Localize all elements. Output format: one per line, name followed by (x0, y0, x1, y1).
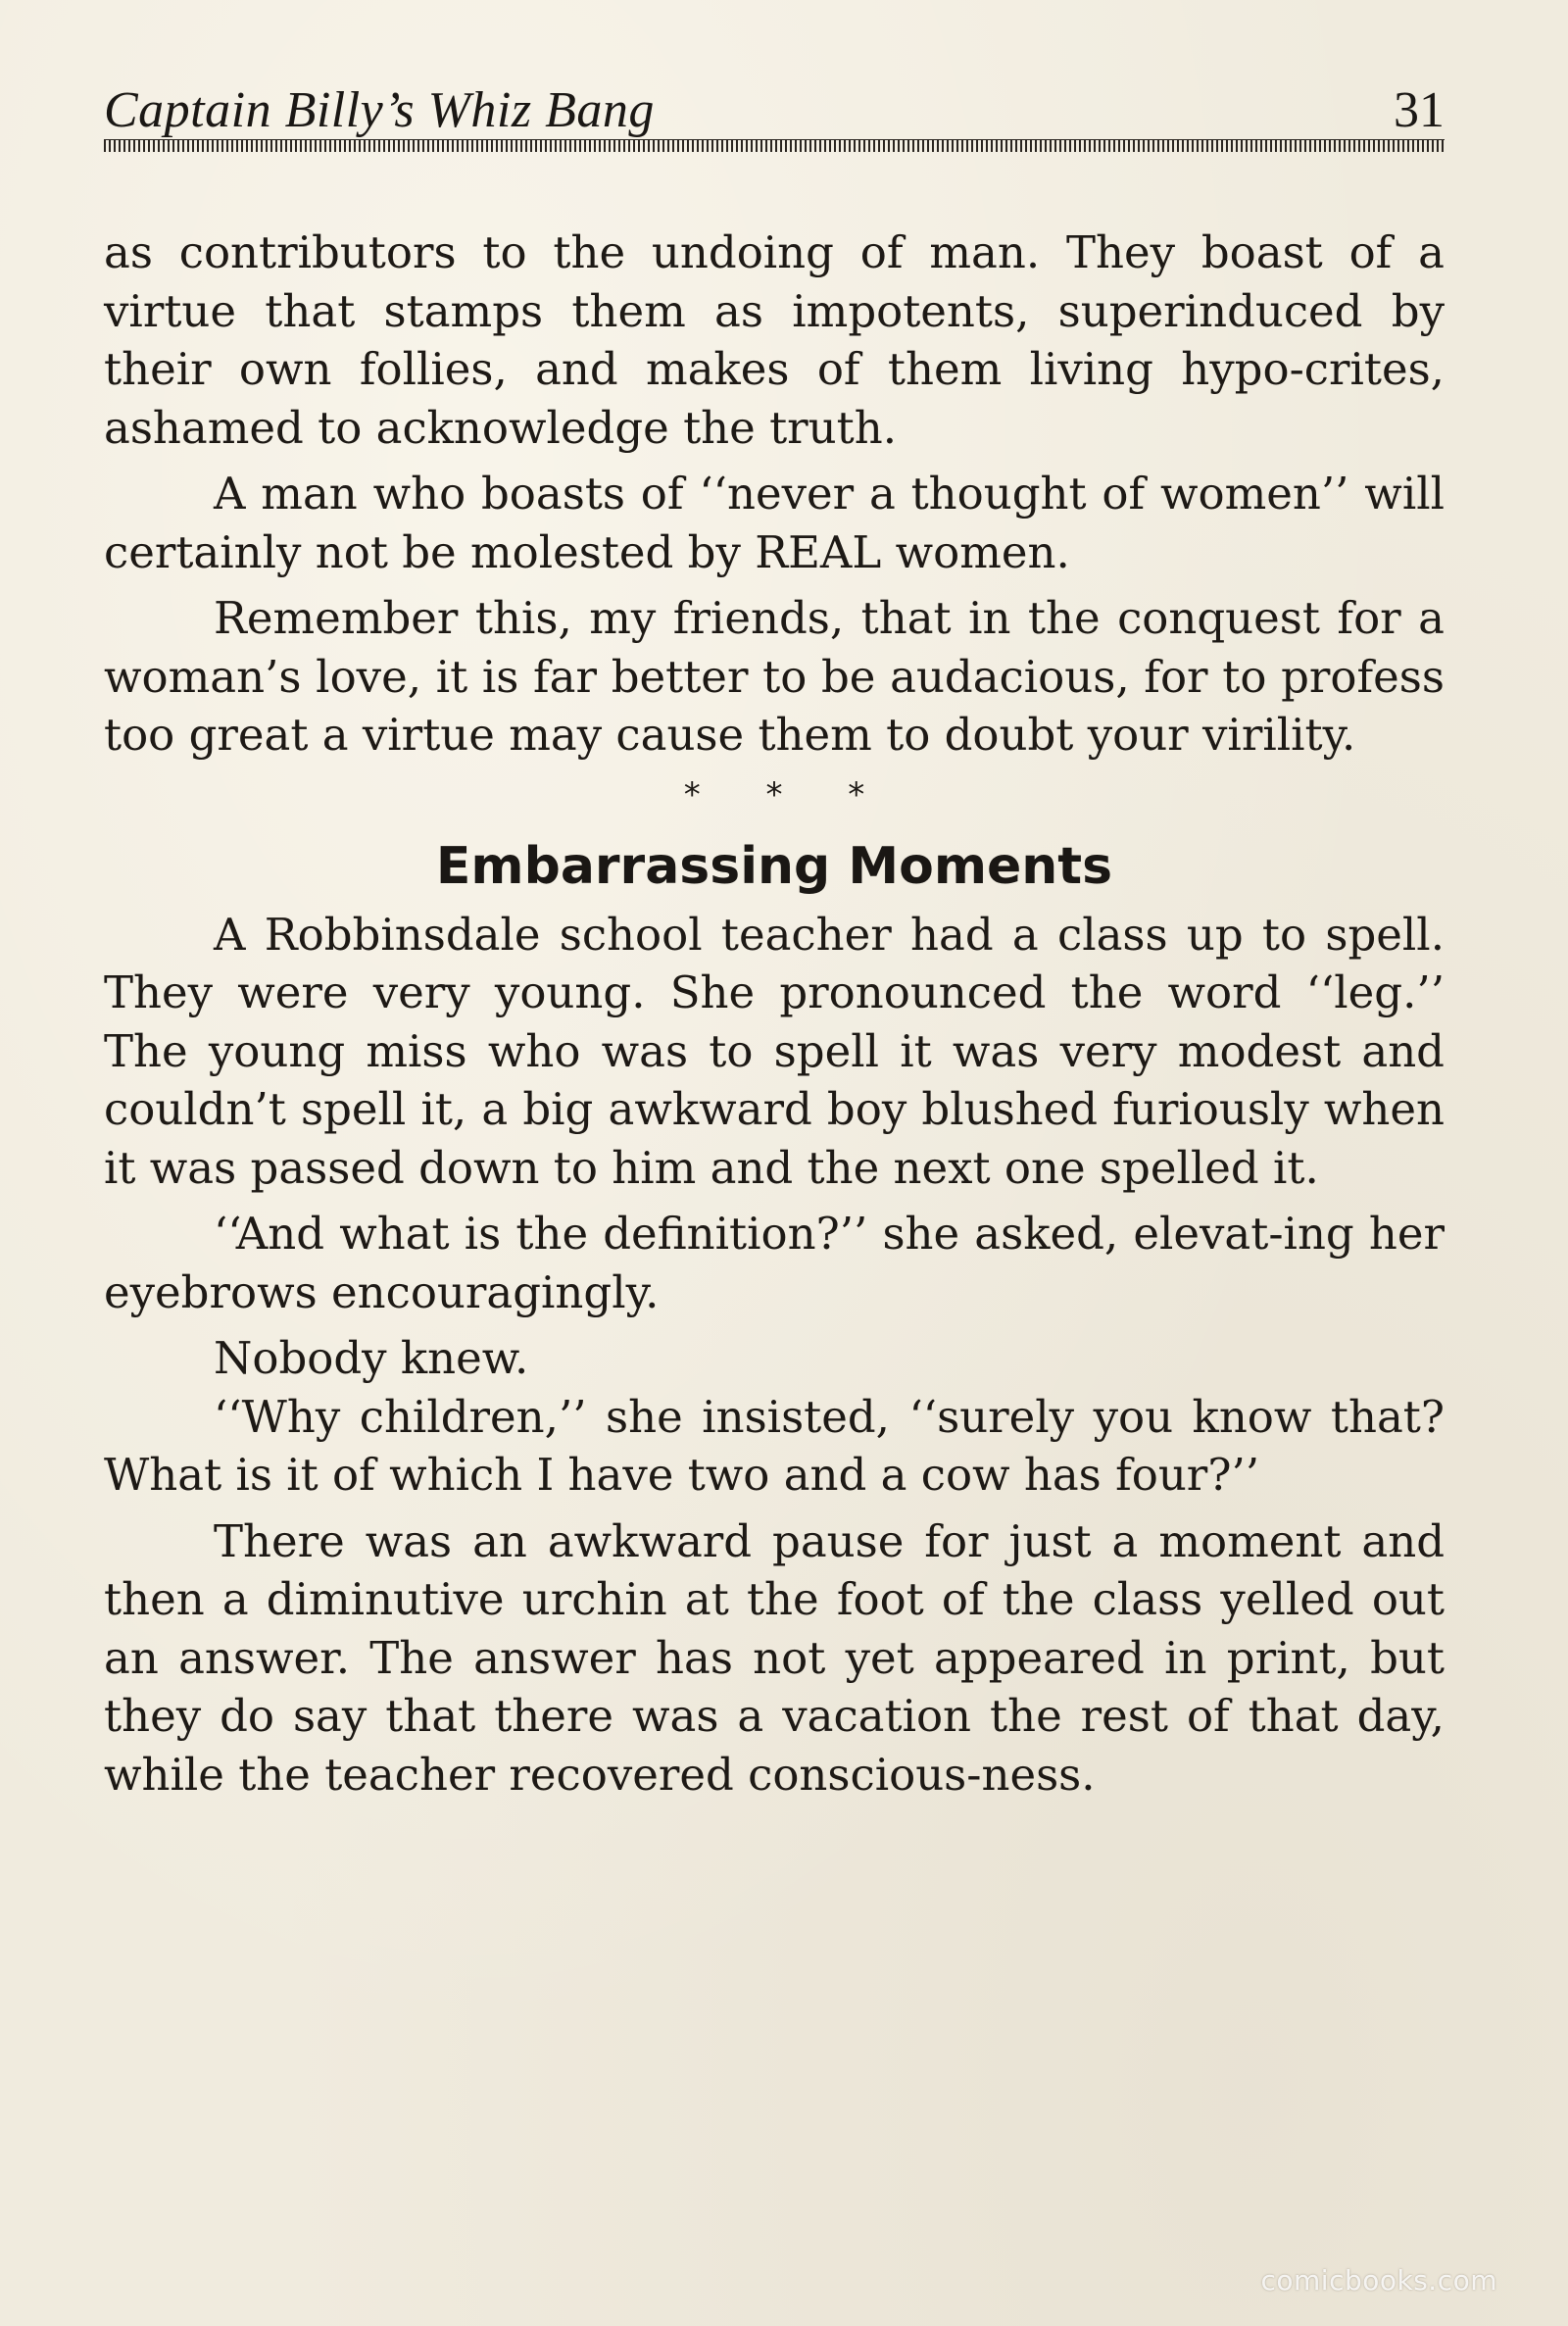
page-number: 31 (1394, 82, 1445, 138)
page-header (104, 76, 1445, 145)
paragraph: A Robbinsdale school teacher had a class up to spell. They were very young. She pronounced the word ‘‘leg.’’ The young miss who was to spell it was very modest and couldn’t spell it, a big awkward boy blushed furiously when it was passed down to him and the next one spelled it. (104, 908, 1445, 1194)
header-rule (104, 139, 1445, 152)
paragraph: ‘‘And what is the definition?’’ she asked, elevat-ing her eyebrows encouragingly. (104, 1208, 1445, 1318)
article-body (104, 223, 1445, 1804)
paragraph: There was an awkward pause for just a moment and then a diminutive urchin at the foot of the class yelled out an answer. The answer has not yet appeared in print, but they do say that there was a vacation the rest of that day, while the teacher recovered conscious-ness. (104, 1514, 1445, 1801)
paragraph: Remember this, my friends, that in the conquest for a woman’s love, it is far better to be audacious, for to profess too great a virtue may cause them to doubt your virility. (104, 592, 1445, 761)
paragraph: Nobody knew. (214, 1332, 529, 1384)
watermark: comicbooks.com (1260, 2264, 1497, 2297)
paragraph: A man who boasts of ‘‘never a thought of women’’ will certainly not be molested by REAL women. (104, 468, 1445, 578)
paragraph: as contributors to the undoing of man. They boast of a virtue that stamps them as impotents, superinduced by their own follies, and makes of them living hypo-crites, ashamed to acknowledge the truth. (104, 226, 1445, 454)
running-title: Captain Billy’s Whiz Bang (104, 82, 655, 138)
section-separator: * * * (683, 774, 893, 815)
section-heading: Embarrassing Moments (435, 836, 1113, 896)
paragraph: ‘‘Why children,’’ she insisted, ‘‘surely you know that? What is it of which I have two and a cow has four?’’ (104, 1390, 1445, 1501)
